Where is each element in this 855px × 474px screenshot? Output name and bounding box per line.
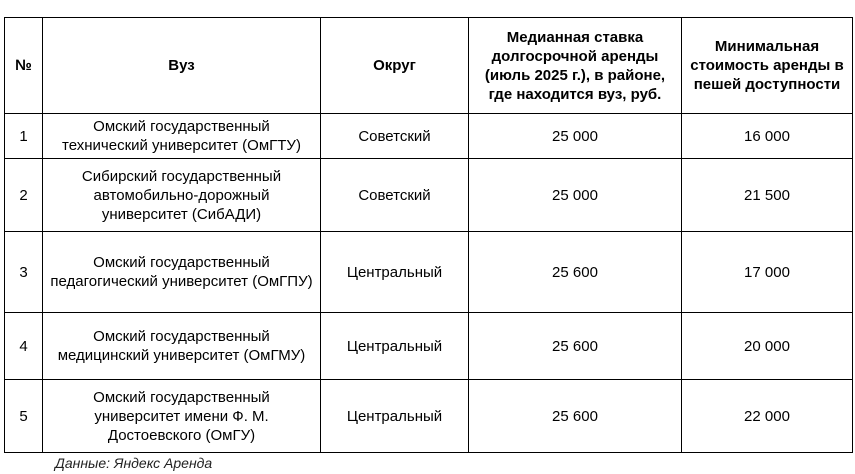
cell-number: 4 xyxy=(5,313,43,380)
table-header-row xyxy=(5,18,853,114)
table-row xyxy=(5,380,853,453)
header-min-rent: Минимальная стоимость аренды в пешей доступности xyxy=(682,18,853,114)
cell-median-rent: 25 600 xyxy=(469,232,682,313)
table-row xyxy=(5,159,853,232)
cell-university: Омский государственный медицинский университет (ОмГМУ) xyxy=(43,313,321,380)
cell-median-rent: 25 000 xyxy=(469,159,682,232)
header-university: Вуз xyxy=(43,18,321,114)
cell-min-rent: 22 000 xyxy=(682,380,853,453)
rent-table xyxy=(4,17,853,453)
cell-number: 3 xyxy=(5,232,43,313)
cell-district: Советский xyxy=(321,114,469,159)
cell-university: Сибирский государственный автомобильно-дорожный университет (СибАДИ) xyxy=(43,159,321,232)
cell-university: Омский государственный технический университет (ОмГТУ) xyxy=(43,114,321,159)
table-row xyxy=(5,114,853,159)
cell-min-rent: 20 000 xyxy=(682,313,853,380)
cell-min-rent: 17 000 xyxy=(682,232,853,313)
cell-university: Омский государственный педагогический университет (ОмГПУ) xyxy=(43,232,321,313)
cell-district: Центральный xyxy=(321,232,469,313)
cell-district: Центральный xyxy=(321,380,469,453)
cell-median-rent: 25 000 xyxy=(469,114,682,159)
table-row xyxy=(5,232,853,313)
cell-number: 1 xyxy=(5,114,43,159)
cell-number: 2 xyxy=(5,159,43,232)
cell-district: Советский xyxy=(321,159,469,232)
header-district: Округ xyxy=(321,18,469,114)
cell-university: Омский государственный университет имени Ф. М. Достоевского (ОмГУ) xyxy=(43,380,321,453)
source-caption: Данные: Яндекс Аренда xyxy=(55,455,213,471)
cell-number: 5 xyxy=(5,380,43,453)
cell-min-rent: 21 500 xyxy=(682,159,853,232)
table-row xyxy=(5,313,853,380)
cell-district: Центральный xyxy=(321,313,469,380)
cell-median-rent: 25 600 xyxy=(469,313,682,380)
cell-median-rent: 25 600 xyxy=(469,380,682,453)
cell-min-rent: 16 000 xyxy=(682,114,853,159)
header-number: № xyxy=(5,18,43,114)
header-median-rent: Медианная ставка долгосрочной аренды (июль 2025 г.), в районе, где находится вуз, руб. xyxy=(469,18,682,114)
